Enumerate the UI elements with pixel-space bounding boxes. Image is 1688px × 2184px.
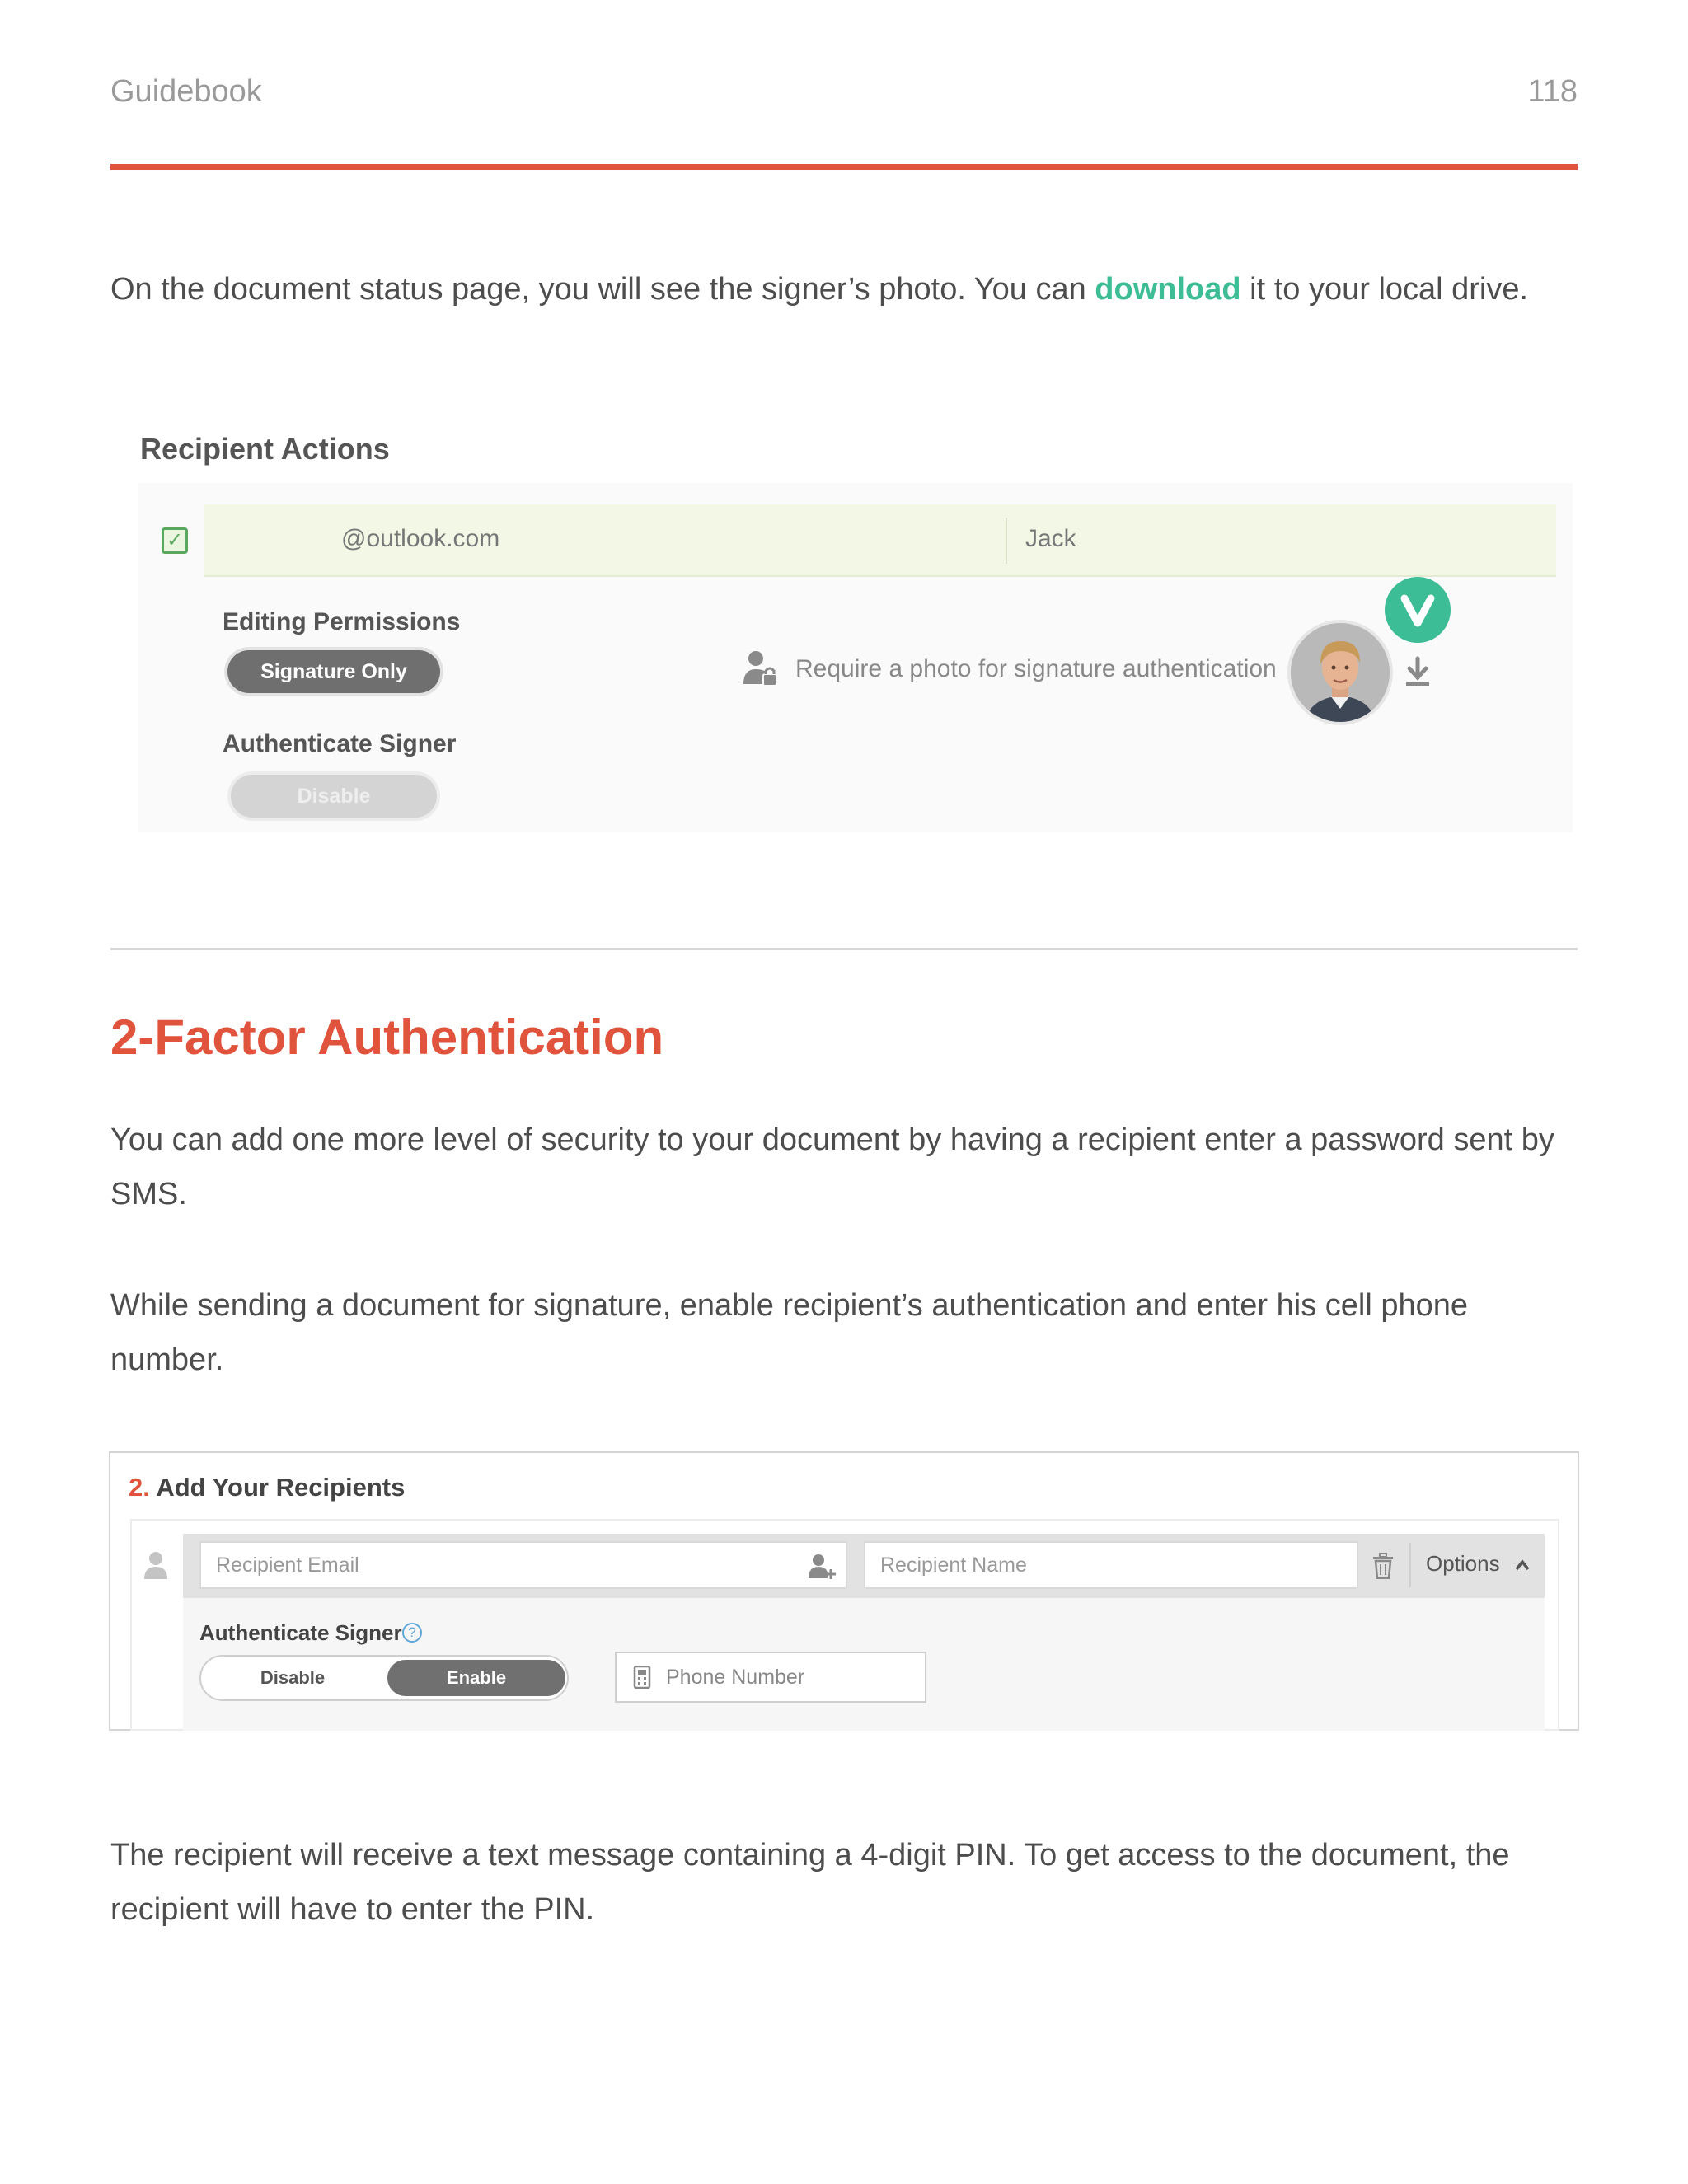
recipient-name-input[interactable]: Recipient Name xyxy=(864,1541,1358,1589)
disable-button[interactable]: Disable xyxy=(231,775,437,818)
editing-permissions-label: Editing Permissions xyxy=(223,608,461,635)
recipient-email-input[interactable]: Recipient Email xyxy=(199,1541,847,1589)
intro-text: On the document status page, you will see the signer’s photo. You can xyxy=(110,272,1095,307)
header-rule xyxy=(110,164,1578,170)
phone-number-input[interactable]: Phone Number xyxy=(615,1652,926,1703)
toggle-enable-option[interactable]: Enable xyxy=(387,1660,565,1696)
add-recipients-title xyxy=(129,1473,405,1502)
authenticate-signer-label: Authenticate Signer xyxy=(223,730,457,757)
toolbar-divider xyxy=(1409,1543,1411,1587)
recipient-checkbox[interactable]: ✓ xyxy=(162,527,188,554)
trash-icon[interactable] xyxy=(1372,1553,1395,1579)
column-divider xyxy=(1006,518,1007,564)
intro-paragraph xyxy=(110,262,1578,316)
intro-text-end: it to your local drive. xyxy=(1240,272,1529,307)
toggle-disable-option[interactable]: Disable xyxy=(260,1667,326,1688)
user-icon xyxy=(143,1551,168,1579)
signature-only-button[interactable]: Signature Only xyxy=(227,650,440,693)
recipient-actions-title: Recipient Actions xyxy=(140,432,390,466)
section-divider xyxy=(110,948,1578,950)
signer-photo[interactable] xyxy=(1291,623,1390,722)
options-button[interactable]: Options xyxy=(1426,1551,1500,1576)
enable-auth-paragraph: While sending a document for signature, enable recipient’s authentication and enter his cell phone number. xyxy=(110,1288,1469,1377)
download-icon[interactable] xyxy=(1401,654,1434,690)
help-icon[interactable]: ? xyxy=(402,1623,422,1643)
person-lock-icon xyxy=(742,649,778,687)
section-title: 2-Factor Authentication xyxy=(110,1010,664,1065)
add-contact-icon[interactable] xyxy=(808,1553,836,1579)
recipient-email: @outlook.com xyxy=(341,525,500,552)
signer-portrait-icon xyxy=(1291,623,1390,722)
phone-icon xyxy=(633,1666,651,1689)
photo-requirement-text: Require a photo for signature authentication xyxy=(795,655,1277,682)
download-link[interactable]: download xyxy=(1095,272,1241,307)
chevron-up-icon[interactable] xyxy=(1515,1559,1530,1571)
page-number: 118 xyxy=(1527,74,1578,109)
add-recipients-heading: Add Your Recipients xyxy=(156,1473,406,1502)
step-number: 2. xyxy=(129,1473,150,1502)
sms-intro-paragraph: You can add one more level of security to your document by having a recipient enter a password sent by SMS. xyxy=(110,1122,1554,1212)
pin-paragraph: The recipient will receive a text message containing a 4-digit PIN. To get access to the document, the recipient will have to enter the PIN. xyxy=(110,1838,1510,1927)
authenticate-signer-label-2: Authenticate Signer xyxy=(199,1620,402,1645)
recipient-name: Jack xyxy=(1025,525,1076,552)
chevron-down-icon xyxy=(1385,577,1451,643)
download-callout-badge xyxy=(1385,577,1451,643)
header-title: Guidebook xyxy=(110,74,262,109)
